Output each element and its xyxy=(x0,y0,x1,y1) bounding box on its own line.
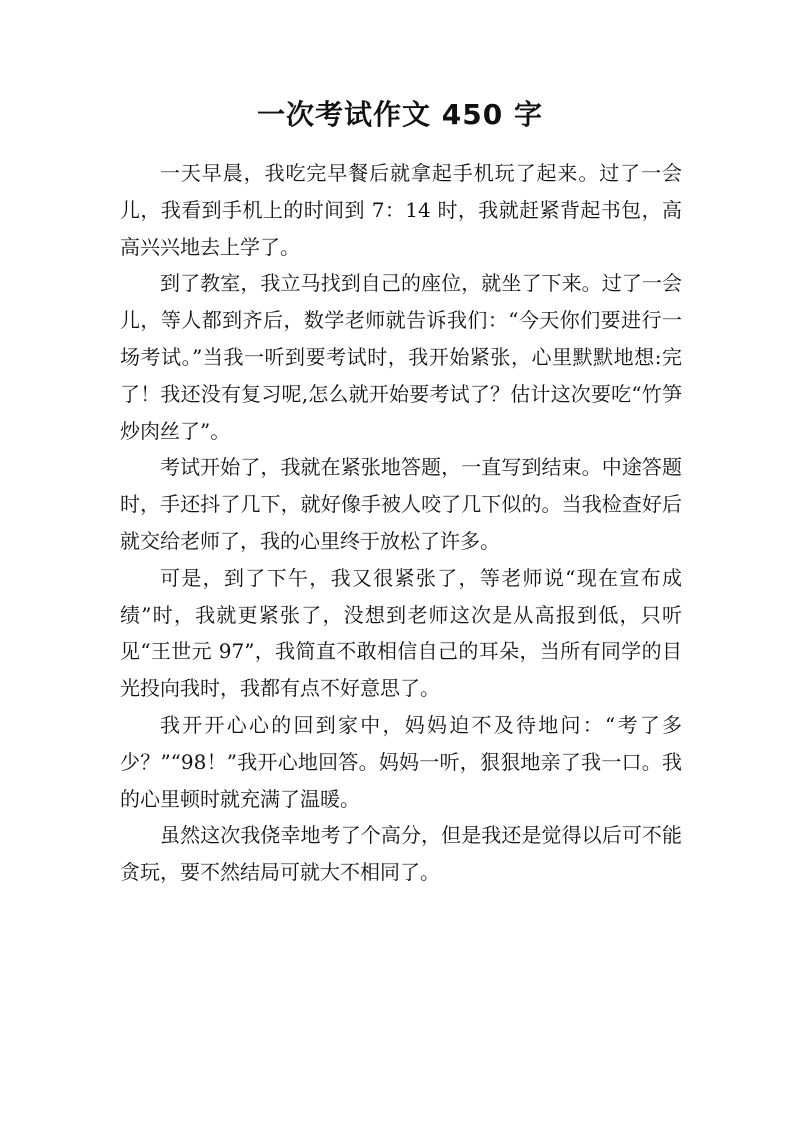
paragraph-1: 一天早晨，我吃完早餐后就拿起手机玩了起来。过了一会儿，我看到手机上的时间到 7：14 时，我就赶紧背起书包，高高兴兴地去上学了。 xyxy=(120,161,682,259)
document-title: 一次考试作文 450 字 xyxy=(257,98,543,131)
paragraph-6: 虽然这次我侥幸地考了个高分，但是我还是觉得以后可不能贪玩，要不然结局可就大不相同了。 xyxy=(120,823,682,885)
paragraph-5: 我开开心心的回到家中，妈妈迫不及待地问：“考了多少？”“98！”我开心地回答。妈妈一听，狠狠地亲了我一口。我的心里顿时就充满了温暖。 xyxy=(120,712,682,811)
paragraph-4: 可是，到了下午，我又很紧张了，等老师说“现在宣布成绩”时，我就更紧张了，没想到老师这次是从高报到低，只听见“王世元 97”，我简直不敢相信自己的耳朵，当所有同学的目光投向我时，我都有点不好意思了。 xyxy=(120,565,682,701)
document-body xyxy=(120,155,682,891)
paragraph-2: 到了教室，我立马找到自己的座位，就坐了下来。过了一会儿，等人都到齐后，数学老师就告诉我们：“今天你们要进行一场考试。”当我一听到要考试时，我开始紧张，心里默默地想:完了！我还没有复习呢,怎么就开始要考试了？估计这次要吃“竹笋炒肉丝了”。 xyxy=(120,271,682,443)
paragraph-3: 考试开始了，我就在紧张地答题，一直写到结束。中途答题时，手还抖了几下，就好像手被人咬了几下似的。当我检查好后就交给老师了，我的心里终于放松了许多。 xyxy=(120,455,682,553)
